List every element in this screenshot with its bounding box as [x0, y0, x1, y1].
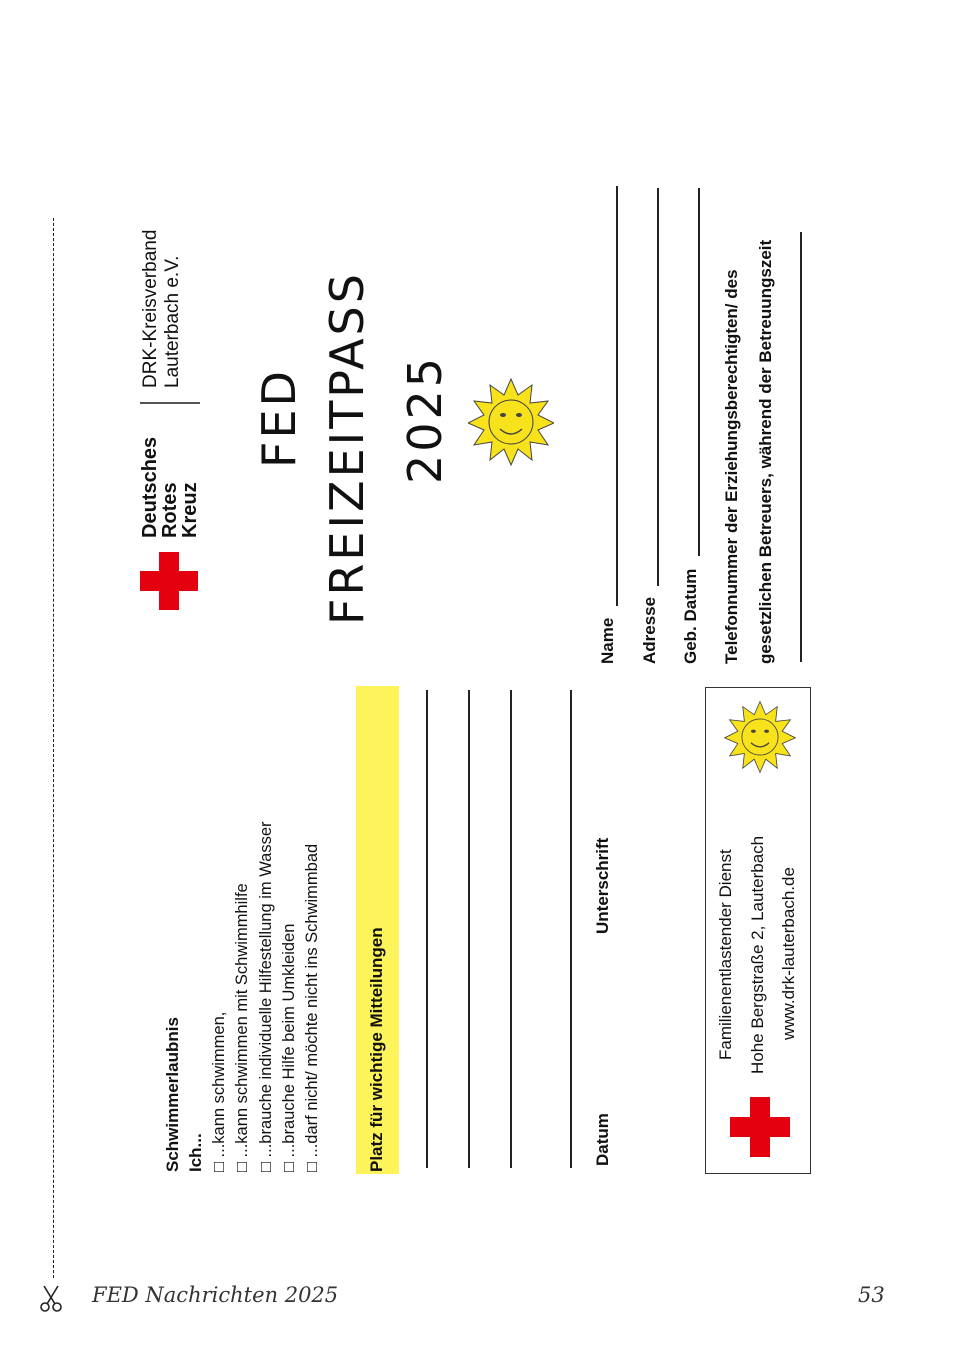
- geb-datum-label: Geb. Datum: [681, 568, 700, 664]
- drk-name: [140, 437, 200, 538]
- drk-kv-line: DRK-Kreisverband: [140, 229, 161, 388]
- telefon-label-line2: gesetzlichen Betreuers, während der Betreuungszeit: [756, 239, 775, 664]
- drk-name-line: Kreuz: [179, 482, 201, 538]
- red-cross-logo-small: [730, 1097, 790, 1157]
- swim-option[interactable]: □ ...brauche Hilfe beim Umkleiden: [280, 923, 298, 1172]
- title-year: 2025: [398, 354, 452, 484]
- name-field[interactable]: [616, 186, 618, 606]
- contact-service: Familienentlastender Dienst: [716, 849, 735, 1060]
- telefon-label-line1: Telefonnummer der Erziehungsberechtigten/ des: [722, 269, 741, 664]
- drk-kreisverband: [140, 230, 184, 388]
- drk-name-line: Deutsches: [139, 436, 161, 538]
- title-fed: FED: [252, 368, 306, 468]
- datum-label: Datum: [593, 1113, 612, 1166]
- adresse-label: Adresse: [640, 596, 659, 664]
- cut-line: [53, 218, 54, 1278]
- notes-line[interactable]: [510, 690, 512, 1168]
- swim-option[interactable]: □ ...kann schwimmen mit Schwimmhilfe: [233, 883, 251, 1172]
- notes-heading: Platz für wichtige Mitteilungen: [367, 927, 386, 1172]
- notes-line[interactable]: [468, 690, 470, 1168]
- telefon-field[interactable]: [800, 232, 802, 662]
- contact-address: Hohe Bergstraße 2, Lauterbach: [748, 835, 767, 1074]
- sun-icon: [468, 377, 554, 467]
- swim-title: Schwimmerlaubnis: [163, 1017, 182, 1172]
- contact-website[interactable]: www.drk-lauterbach.de: [779, 867, 798, 1040]
- logo-divider: [140, 402, 200, 404]
- swim-option[interactable]: □ ...kann schwimmen,: [210, 1011, 228, 1172]
- page-number: 53: [858, 1283, 885, 1307]
- swim-option[interactable]: □ ...darf nicht/ möchte nicht ins Schwimmbad: [303, 843, 321, 1172]
- notes-line[interactable]: [426, 690, 428, 1168]
- unterschrift-label: Unterschrift: [593, 837, 612, 934]
- scissors-icon: [38, 1283, 64, 1313]
- sun-icon-small: [724, 700, 796, 774]
- adresse-field[interactable]: [657, 188, 659, 586]
- swim-option[interactable]: □ ...brauche individuelle Hilfestellung im Wasser: [257, 821, 275, 1172]
- drk-kv-line: Lauterbach e.V.: [162, 255, 183, 388]
- red-cross-logo: [140, 552, 198, 610]
- swim-ich: Ich...: [186, 1133, 205, 1172]
- geb-datum-field[interactable]: [698, 188, 700, 556]
- drk-name-line: Rotes: [159, 482, 181, 538]
- name-label: Name: [598, 617, 617, 664]
- title-freizeitpass: FREIZEITPASS: [320, 271, 374, 625]
- footer-title: FED Nachrichten 2025: [92, 1283, 339, 1307]
- signature-line[interactable]: [570, 690, 572, 1168]
